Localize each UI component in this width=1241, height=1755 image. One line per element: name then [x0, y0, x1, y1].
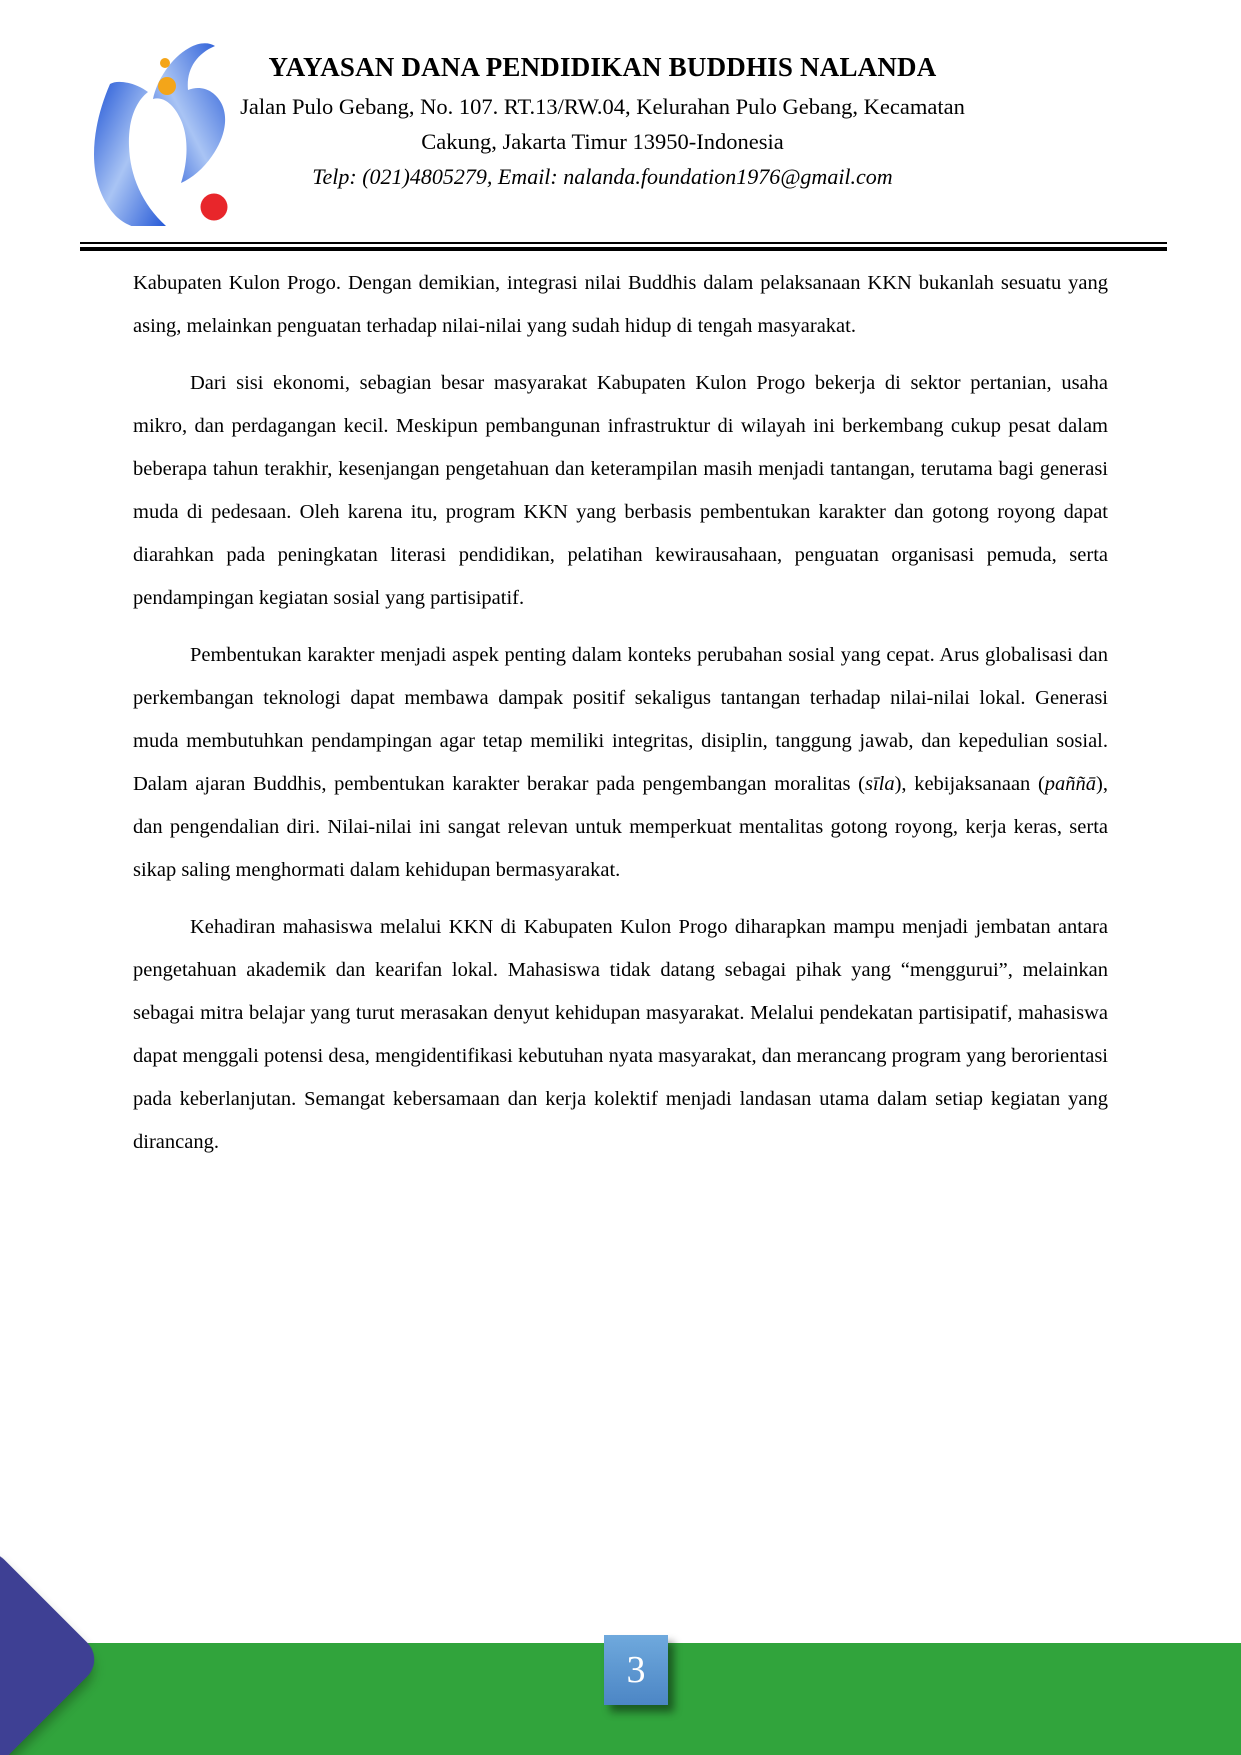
letterhead-divider	[80, 242, 1167, 251]
org-address-line-1: Jalan Pulo Gebang, No. 107. RT.13/RW.04, Kelurahan Pulo Gebang, Kecamatan	[240, 94, 965, 119]
document-body	[133, 262, 1108, 1178]
body-paragraph-1: Kabupaten Kulon Progo. Dengan demikian, integrasi nilai Buddhis dalam pelaksanaan KKN bukanlah sesuatu yang asing, melainkan penguatan terhadap nilai-nilai yang sudah hidup di tengah masyarakat.	[133, 272, 1108, 337]
page-number: 3	[626, 1649, 646, 1691]
divider-thick-line	[80, 247, 1167, 251]
letterhead	[0, 0, 1241, 260]
divider-thin-line	[80, 242, 1167, 244]
body-paragraph-2: Dari sisi ekonomi, sebagian besar masyarakat Kabupaten Kulon Progo bekerja di sektor pertanian, usaha mikro, dan perdagangan kecil. Meskipun pembangunan infrastruktur di wilayah ini berkembang cukup pesat dalam beberapa tahun terakhir, kesenjangan pengetahuan dan keterampilan masih menjadi tantangan, terutama bagi generasi muda di pedesaan. Oleh karena itu, program KKN yang berbasis pembentukan karakter dan gotong royong dapat diarahkan pada peningkatan literasi pendidikan, pelatihan kewirausahaan, penguatan organisasi pemuda, serta pendampingan kegiatan sosial yang partisipatif.	[133, 372, 1108, 609]
org-name: YAYASAN DANA PENDIDIKAN BUDDHIS NALANDA	[268, 52, 937, 82]
body-paragraph-4: Kehadiran mahasiswa melalui KKN di Kabupaten Kulon Progo diharapkan mampu menjadi jembatan antara pengetahuan akademik dan kearifan lokal. Mahasiswa tidak datang sebagai pihak yang “menggurui”, melainkan sebagai mitra belajar yang turut merasakan denyut kehidupan masyarakat. Melalui pendekatan partisipatif, mahasiswa dapat menggali potensi desa, mengidentifikasi kebutuhan nyata masyarakat, dan merancang program yang berorientasi pada keberlanjutan. Semangat kebersamaan dan kerja kolektif menjadi landasan utama dalam setiap kegiatan yang dirancang.	[133, 916, 1108, 1153]
body-paragraph-3: Pembentukan karakter menjadi aspek penting dalam konteks perubahan sosial yang cepat. Arus globalisasi dan perkembangan teknologi dapat membawa dampak positif sekaligus tantangan terhadap nilai-nilai lokal. Generasi muda membutuhkan pendampingan agar tetap memiliki integritas, disiplin, tanggung jawab, dan kepedulian sosial. Dalam ajaran Buddhis, pembentukan karakter berakar pada pengembangan moralitas (sīla), kebijaksanaan (paññā), dan pengendalian diri. Nilai-nilai ini sangat relevan untuk memperkuat mentalitas gotong royong, kerja keras, serta sikap saling menghormati dalam kehidupan bermasyarakat.	[133, 644, 1108, 881]
org-address-line-2: Cakung, Jakarta Timur 13950-Indonesia	[421, 129, 784, 154]
page-number-badge	[604, 1635, 668, 1705]
letterhead-text-block	[160, 50, 1045, 195]
org-contact-line: Telp: (021)4805279, Email: nalanda.foundation1976@gmail.com	[312, 164, 893, 189]
